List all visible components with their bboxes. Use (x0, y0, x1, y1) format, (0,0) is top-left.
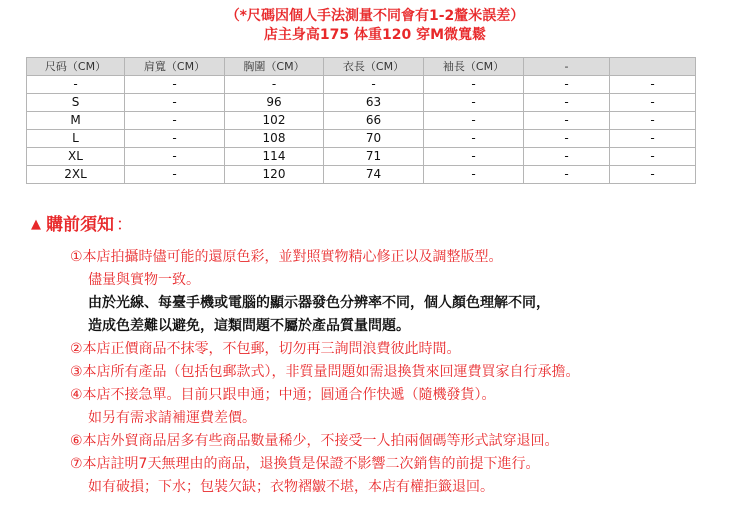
notice-line: ⑦本店註明7天無理由的商品，退換貨是保證不影響二次銷售的前提下進行。 (70, 456, 540, 472)
notice-line: ⑥本店外貿商品居多有些商品數量稀少，不接受一人拍兩個碼等形式試穿退回。 (70, 433, 559, 449)
notice-line: ③本店所有產品（包括包郵款式），非質量問題如需退換貨來回運費買家自行承擔。 (70, 364, 580, 380)
table-cell: 102 (225, 112, 324, 130)
table-cell: 120 (225, 166, 324, 184)
table-cell: - (125, 112, 225, 130)
size-disclaimer: （*尺碼因個人手法測量不同會有1-2釐米誤差） (225, 8, 525, 24)
notice-line: ①本店拍攝時儘可能的還原色彩，並對照實物精心修正以及調整版型。 (70, 249, 503, 265)
size-table-header-row (27, 58, 696, 76)
table-cell: 96 (225, 94, 324, 112)
table-cell: - (524, 94, 610, 112)
table-cell: - (27, 76, 125, 94)
table-cell: - (424, 112, 524, 130)
table-cell: 70 (324, 130, 424, 148)
table-cell: - (125, 166, 225, 184)
table-cell: - (524, 166, 610, 184)
table-cell: S (27, 94, 125, 112)
table-cell: - (610, 130, 696, 148)
table-cell: - (424, 148, 524, 166)
header-shoulder: 肩寬（CM） (125, 58, 225, 76)
header-length: 衣長（CM） (324, 58, 424, 76)
table-row (27, 148, 696, 166)
table-cell: - (424, 94, 524, 112)
table-cell: 63 (324, 94, 424, 112)
table-cell: - (610, 148, 696, 166)
table-cell: 71 (324, 148, 424, 166)
table-row (27, 76, 696, 94)
header-blank (610, 58, 696, 76)
table-cell: M (27, 112, 125, 130)
table-cell: - (225, 76, 324, 94)
table-cell: - (125, 148, 225, 166)
notice-line: 如有破損；下水；包裝欠缺；衣物褶皺不堪，本店有權拒籤退回。 (88, 479, 494, 495)
header-chest: 胸圍（CM） (225, 58, 324, 76)
table-cell: - (424, 76, 524, 94)
model-info: 店主身高175 体重120 穿M微寬鬆 (263, 27, 487, 43)
size-chart-table (26, 57, 696, 184)
table-cell: - (424, 166, 524, 184)
table-cell: - (125, 94, 225, 112)
notice-heading (31, 214, 133, 236)
header-sleeve: 袖長（CM） (424, 58, 524, 76)
table-cell: 114 (225, 148, 324, 166)
table-row (27, 112, 696, 130)
table-cell: - (324, 76, 424, 94)
notice-title-colon: ： (116, 215, 133, 235)
table-row (27, 94, 696, 112)
notice-title-text: 購前須知 (46, 215, 114, 235)
notice-line: 如另有需求請補運費差價。 (88, 410, 256, 426)
table-cell: 108 (225, 130, 324, 148)
notice-line: 由於光線、每臺手機或電腦的顯示器發色分辨率不同，個人顏色理解不同， (88, 295, 550, 311)
table-cell: - (524, 76, 610, 94)
table-cell: - (610, 166, 696, 184)
table-cell: - (524, 130, 610, 148)
table-cell: 66 (324, 112, 424, 130)
table-cell: - (610, 76, 696, 94)
table-row (27, 130, 696, 148)
table-cell: - (424, 130, 524, 148)
table-cell: - (524, 148, 610, 166)
table-cell: 2XL (27, 166, 125, 184)
header-extra: - (524, 58, 610, 76)
table-cell: - (524, 112, 610, 130)
notice-line: ④本店不接急單。目前只跟申通；中通；圓通合作快遞（隨機發貨）。 (70, 387, 496, 403)
notice-line: ②本店正價商品不抹零，不包郵，切勿再三詢問浪費彼此時間。 (70, 341, 461, 357)
table-cell: 74 (324, 166, 424, 184)
table-row (27, 166, 696, 184)
table-cell: - (125, 76, 225, 94)
notice-list (70, 246, 745, 499)
notice-line: 造成色差難以避免，這類問題不屬於產品質量問題。 (88, 318, 410, 334)
table-cell: L (27, 130, 125, 148)
table-cell: - (610, 94, 696, 112)
table-cell: - (610, 112, 696, 130)
table-cell: XL (27, 148, 125, 166)
warning-triangle-icon: ▲ (31, 217, 41, 232)
header-size: 尺码（CM） (27, 58, 125, 76)
notice-line: 儘量與實物一致。 (88, 272, 200, 288)
table-cell: - (125, 130, 225, 148)
